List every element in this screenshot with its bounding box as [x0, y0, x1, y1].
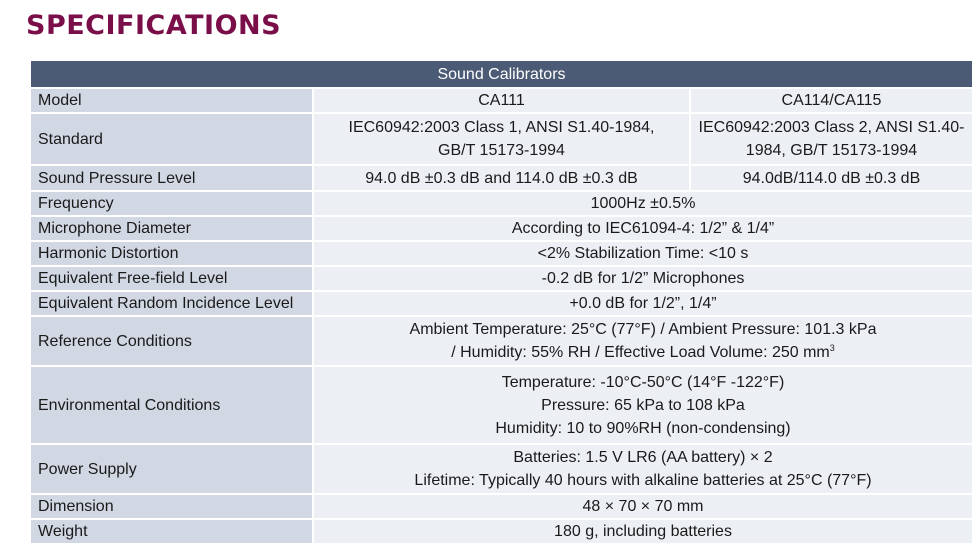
standard-ca114-line2: 1984, GB/T 15173-1994	[745, 142, 918, 159]
row-label-harmonic: Harmonic Distortion	[30, 241, 313, 266]
row-label-random-incidence: Equivalent Random Incidence Level	[30, 291, 313, 316]
row-label-power: Power Supply	[30, 444, 313, 494]
dimension-value: 48 × 70 × 70 mm	[313, 494, 973, 519]
spl-ca111: 94.0 dB ±0.3 dB and 114.0 dB ±0.3 dB	[313, 165, 690, 191]
reference-line2-text: / Humidity: 55% RH / Effective Load Volume: 250 mm	[451, 344, 830, 361]
table-row-frequency	[30, 191, 973, 216]
standard-ca114-line1: IEC60942:2003 Class 2, ANSI S1.40-	[698, 119, 965, 136]
table-header: Sound Calibrators	[30, 60, 973, 88]
mic-diameter-value: According to IEC61094-4: 1/2” & 1/4”	[313, 216, 973, 241]
table-row-dimension	[30, 494, 973, 519]
standard-ca114-ca115	[690, 113, 973, 165]
environmental-line3: Humidity: 10 to 90%RH (non-condensing)	[495, 419, 791, 437]
reference-line2-sup: 3	[829, 343, 835, 353]
standard-ca111-line1: IEC60942:2003 Class 1, ANSI S1.40-1984,	[348, 119, 655, 136]
row-label-free-field: Equivalent Free-field Level	[30, 266, 313, 291]
table-row-environmental	[30, 366, 973, 444]
page-title: SPECIFICATIONS	[26, 10, 282, 41]
row-label-standard: Standard	[30, 113, 313, 165]
row-label-frequency: Frequency	[30, 191, 313, 216]
standard-ca111	[313, 113, 690, 165]
table-row-reference	[30, 316, 973, 366]
model-ca114-ca115: CA114/CA115	[690, 88, 973, 113]
weight-value: 180 g, including batteries	[313, 519, 973, 544]
environmental-value	[313, 366, 973, 444]
row-label-spl: Sound Pressure Level	[30, 165, 313, 191]
row-label-model: Model	[30, 88, 313, 113]
harmonic-value: <2% Stabilization Time: <10 s	[313, 241, 973, 266]
spl-ca114-ca115: 94.0dB/114.0 dB ±0.3 dB	[690, 165, 973, 191]
table-row-free-field	[30, 266, 973, 291]
table-row-mic-diameter	[30, 216, 973, 241]
free-field-value: -0.2 dB for 1/2” Microphones	[313, 266, 973, 291]
row-label-reference: Reference Conditions	[30, 316, 313, 366]
standard-ca111-line2: GB/T 15173-1994	[438, 142, 565, 159]
table-row-model	[30, 88, 973, 113]
table-row-harmonic	[30, 241, 973, 266]
reference-line1: Ambient Temperature: 25°C (77°F) / Ambient Pressure: 101.3 kPa	[409, 321, 877, 338]
table-row-random-incidence	[30, 291, 973, 316]
reference-line2	[314, 341, 972, 364]
table-row-weight	[30, 519, 973, 544]
row-label-mic-diameter: Microphone Diameter	[30, 216, 313, 241]
power-value	[313, 444, 973, 494]
table-row-power	[30, 444, 973, 494]
spec-table	[29, 59, 974, 545]
power-line2: Lifetime: Typically 40 hours with alkaline batteries at 25°C (77°F)	[414, 472, 872, 489]
table-row-spl	[30, 165, 973, 191]
row-label-environmental: Environmental Conditions	[30, 366, 313, 444]
random-incidence-value: +0.0 dB for 1/2”, 1/4”	[313, 291, 973, 316]
table-header-row	[30, 60, 973, 88]
table-row-standard	[30, 113, 973, 165]
environmental-line2: Pressure: 65 kPa to 108 kPa	[541, 396, 745, 414]
row-label-weight: Weight	[30, 519, 313, 544]
environmental-line1: Temperature: -10°C-50°C (14°F -122°F)	[501, 373, 785, 391]
row-label-dimension: Dimension	[30, 494, 313, 519]
frequency-value: 1000Hz ±0.5%	[313, 191, 973, 216]
model-ca111: CA111	[313, 88, 690, 113]
reference-value	[313, 316, 973, 366]
power-line1: Batteries: 1.5 V LR6 (AA battery) × 2	[513, 449, 773, 466]
